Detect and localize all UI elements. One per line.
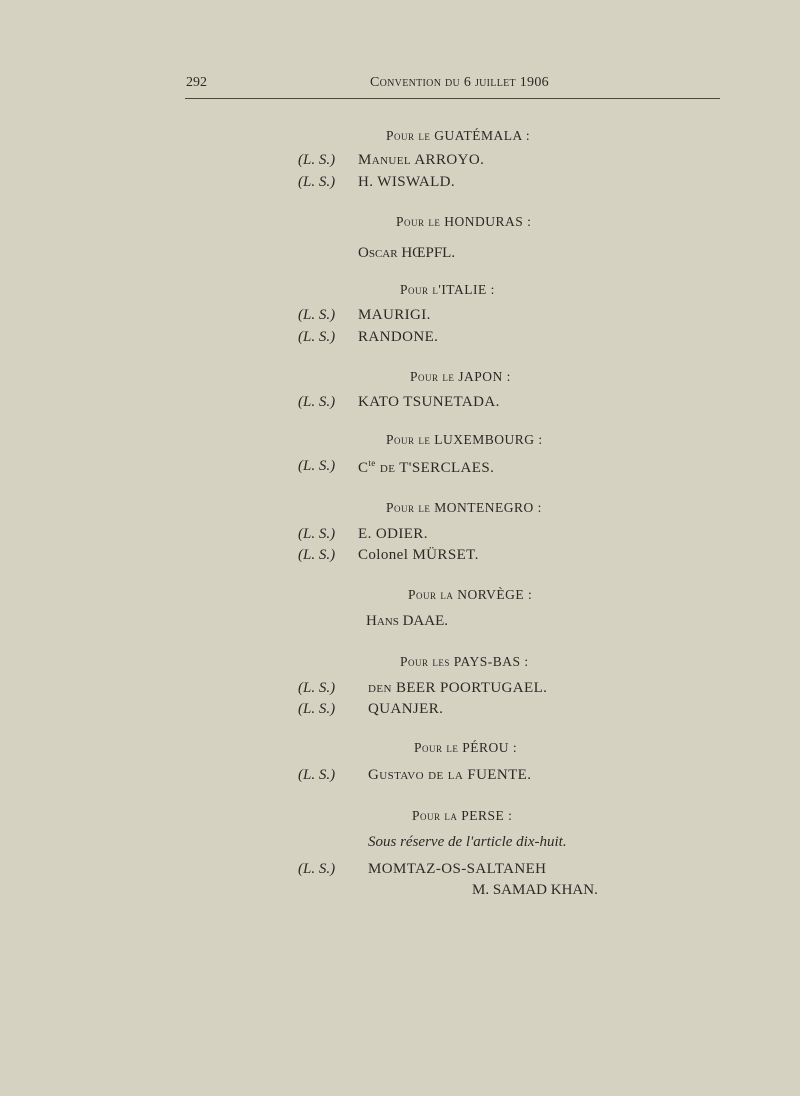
signatory-name: Gustavo de la FUENTE.: [368, 767, 532, 783]
signatory-name: M. SAMAD KHAN.: [472, 882, 598, 898]
heading-pays-bas: Pour les PAYS-BAS :: [400, 654, 529, 669]
heading-montenegro: Pour le MONTENEGRO :: [386, 500, 542, 515]
signatory-name: QUANJER.: [368, 701, 444, 717]
heading-japon: Pour le JAPON :: [410, 369, 511, 384]
seal-mark: (L. S.): [298, 307, 336, 323]
seal-mark: (L. S.): [298, 861, 336, 877]
signatory-name: Colonel MÜRSET.: [358, 547, 479, 563]
seal-mark: (L. S.): [298, 174, 336, 190]
signatory-name: Oscar HŒPFL.: [358, 245, 456, 261]
heading-perou: Pour le PÉROU :: [414, 740, 518, 755]
seal-mark: (L. S.): [298, 767, 336, 783]
signatory-name: $C^{te}$ de T'SERCLAES.: [358, 458, 495, 476]
signatory-name: KATO TSUNETADA.: [358, 394, 500, 410]
seal-mark: (L. S.): [298, 680, 336, 696]
page-number: 292: [186, 75, 207, 90]
heading-luxembourg: Pour le LUXEMBOURG :: [386, 432, 543, 447]
signatory-name: RANDONE.: [358, 329, 439, 345]
reservation-note: Sous réserve de l'article dix-huit.: [368, 834, 567, 850]
header-rule: [185, 98, 720, 99]
heading-honduras: Pour le HONDURAS :: [396, 214, 532, 229]
seal-mark: (L. S.): [298, 458, 336, 474]
seal-mark: (L. S.): [298, 701, 336, 717]
heading-italie: Pour l'ITALIE :: [400, 282, 495, 297]
seal-mark: (L. S.): [298, 152, 336, 168]
signatory-name: MOMTAZ-OS-SALTANEH: [368, 861, 547, 877]
signatory-name: H. WISWALD.: [358, 174, 456, 190]
signatory-name: Manuel ARROYO.: [358, 152, 485, 168]
heading-guatemala: Pour le GUATÉMALA :: [386, 128, 531, 143]
heading-perse: Pour la PERSE :: [412, 808, 513, 823]
heading-norvege: Pour la NORVÈGE :: [408, 587, 533, 602]
seal-mark: (L. S.): [298, 394, 336, 410]
signatory-name: Hans DAAE.: [366, 613, 448, 629]
signatory-name: den BEER POORTUGAEL.: [368, 680, 548, 696]
running-title: Convention du 6 juillet 1906: [370, 75, 549, 90]
signatory-name: MAURIGI.: [358, 307, 431, 323]
seal-mark: (L. S.): [298, 547, 336, 563]
signatory-name: E. ODIER.: [358, 526, 428, 542]
seal-mark: (L. S.): [298, 329, 336, 345]
seal-mark: (L. S.): [298, 526, 336, 542]
